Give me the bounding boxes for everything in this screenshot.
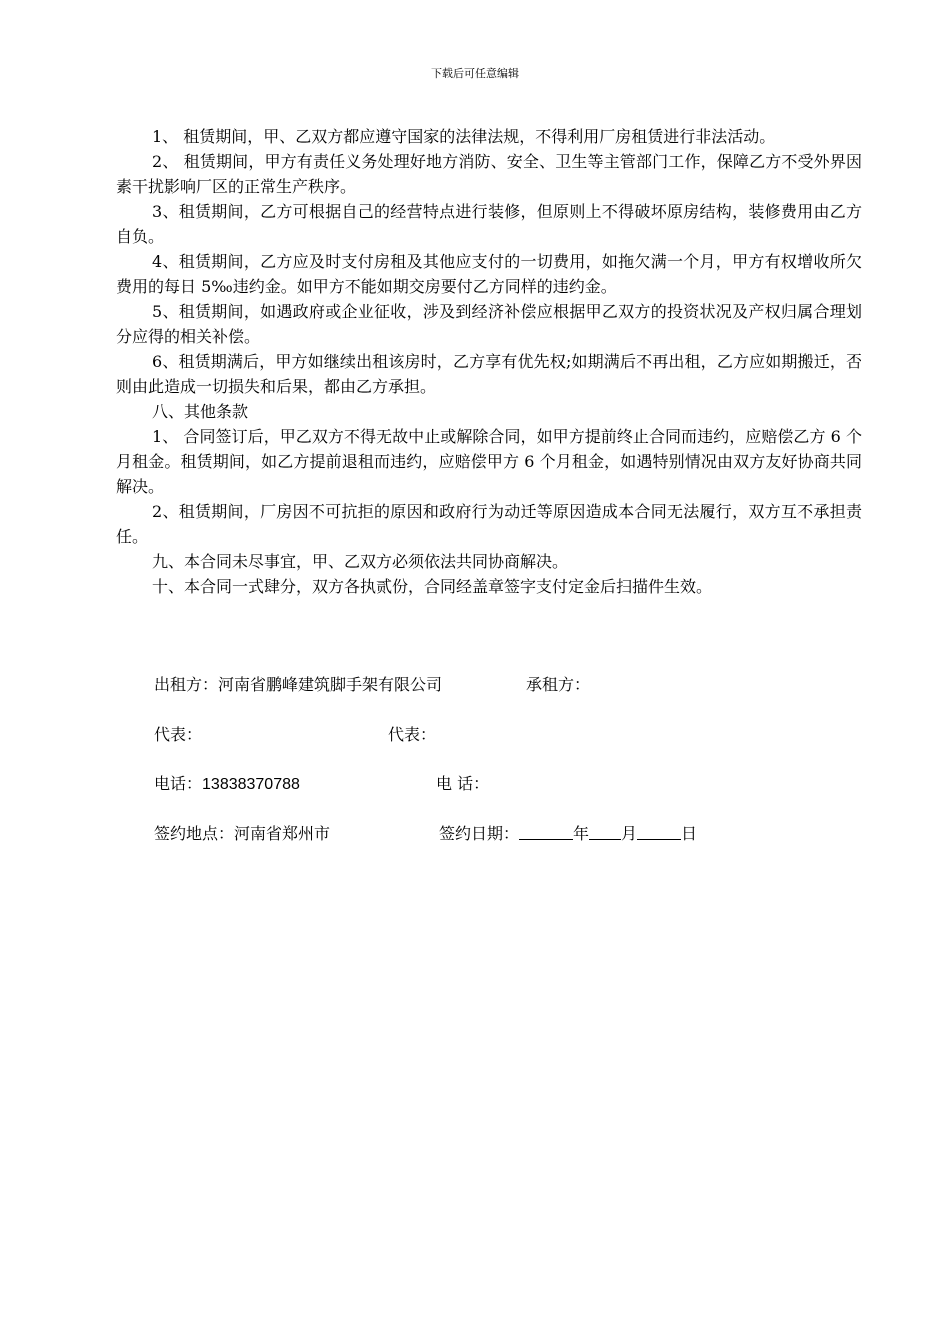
lessee-rep-label: 代表： (388, 725, 437, 744)
clause-paragraph: 2、 租赁期间，甲方有责任义务处理好地方消防、安全、卫生等主管部门工作，保障乙方不受外界因素干扰影响厂区的正常生产秩序。 (116, 152, 862, 196)
month-blank (589, 823, 621, 840)
signing-date-label: 签约日期： (439, 824, 520, 843)
parties-line (154, 673, 854, 697)
lessor-phone-label: 电话： (154, 774, 203, 793)
lessor-phone-number: 13838370788 (202, 776, 300, 793)
clause-paragraph: 1、 合同签订后，甲乙双方不得无故中止或解除合同，如甲方提前终止合同而违约，应赔偿乙方 6 个月租金。租赁期间，如乙方提前退租而违约，应赔偿甲方 6 个月租金，如遇特别情况由双方友好协商共同解决。 (116, 427, 862, 496)
lessor-label: 出租方：河南省鹏峰建筑脚手架有限公司 (154, 675, 443, 694)
signing-place: 签约地点：河南省郑州市 (154, 824, 331, 843)
lessor-rep-label: 代表： (154, 725, 203, 744)
clause-paragraph: 1、 租赁期间，甲、乙双方都应遵守国家的法律法规，不得利用厂房租赁进行非法活动。 (152, 127, 776, 146)
day-blank (637, 823, 681, 840)
clause-paragraph: 6、租赁期满后，甲方如继续出租该房时，乙方享有优先权;如期满后不再出租，乙方应如期搬迁，否则由此造成一切损失和后果，都由乙方承担。 (116, 352, 862, 396)
lessee-label: 承租方： (526, 675, 591, 694)
clause-paragraph: 十、本合同一式肆分，双方各执贰份，合同经盖章签字支付定金后扫描件生效。 (152, 577, 713, 596)
clause-paragraph: 5、租赁期间，如遇政府或企业征收，涉及到经济补偿应根据甲乙双方的投资状况及产权归属合理划分应得的相关补偿。 (116, 302, 862, 346)
clause-paragraph: 4、租赁期间，乙方应及时支付房租及其他应支付的一切费用，如拖欠满一个月，甲方有权增收所欠费用的每日 5‰违约金。如甲方不能如期交房要付乙方同样的违约金。 (116, 252, 862, 296)
day-label: 日 (681, 824, 698, 843)
year-blank (519, 823, 573, 840)
signing-date (439, 822, 697, 846)
clause-paragraph: 九、本合同未尽事宜，甲、乙双方必须依法共同协商解决。 (152, 552, 569, 571)
section-heading: 八、其他条款 (152, 402, 249, 421)
representatives-line (154, 723, 854, 747)
page-header: 下载后可任意编辑 (431, 67, 519, 80)
phone-line (154, 772, 854, 796)
year-label: 年 (573, 824, 590, 843)
contract-clauses (116, 124, 862, 599)
month-label: 月 (621, 824, 638, 843)
signing-line (154, 822, 854, 846)
clause-paragraph: 2、租赁期间，厂房因不可抗拒的原因和政府行为动迁等原因造成本合同无法履行，双方互不承担责任。 (116, 502, 862, 546)
lessee-phone-label: 电 话： (436, 774, 490, 793)
clause-paragraph: 3、租赁期间，乙方可根据自己的经营特点进行装修，但原则上不得破坏原房结构，装修费用由乙方自负。 (116, 202, 862, 246)
